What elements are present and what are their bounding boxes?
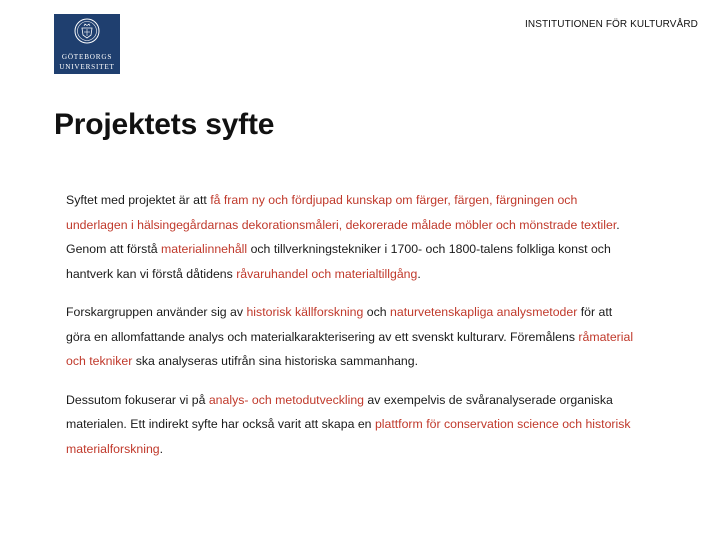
body-paragraph xyxy=(66,300,636,374)
logo-text-line1: GÖTEBORGS xyxy=(61,53,113,61)
body-text: ska analyseras utifrån sina historiska sammanhang. xyxy=(132,354,419,368)
body-text: . xyxy=(159,441,164,456)
body-text: Forskargruppen använder sig av xyxy=(66,305,247,319)
highlighted-text: naturvetenskapliga analysmetoder xyxy=(390,305,578,319)
body-paragraph xyxy=(66,188,636,286)
highlighted-text: historisk källforskning xyxy=(246,305,364,319)
highlighted-text: råvaruhandel och materialtillgång xyxy=(236,266,418,281)
body-text: Dessutom fokuserar vi på xyxy=(66,392,209,407)
body-text: och xyxy=(363,305,391,319)
highlighted-text: råmaterial och tekniker xyxy=(66,329,634,368)
body-text: för att göra en allomfattande analys och materialkarakterisering av ett svenskt kulturarv. Föremålens xyxy=(66,305,613,344)
slide-title: Projektets syfte xyxy=(54,108,275,141)
body-text: av exempelvis de svåranalyserade organiska materialen. Ett indirekt syfte har också varit att skapa en xyxy=(66,392,613,431)
university-logo xyxy=(54,14,120,74)
highlighted-text: få fram ny och fördjupad kunskap om färger, färgen, färgningen och underlagen i hälsingegårdarnas dekorationsmåleri, dekorerade målade möbler och mönstrade textiler xyxy=(66,193,617,232)
department-name: INSTITUTIONEN FÖR KULTURVÅRD xyxy=(525,19,698,30)
highlighted-text: plattform för conservation science och historisk materialforskning xyxy=(66,417,631,456)
body-text: Syftet med projektet är att xyxy=(66,193,211,207)
body-text: . xyxy=(417,266,421,281)
body-text: och tillverkningstekniker i 1700- och 1800-talens folkliga konst och hantverk kan vi förstå dåtidens xyxy=(66,242,611,281)
logo-text-line2: UNIVERSITET xyxy=(59,63,115,71)
body-text: . Genom att förstå xyxy=(66,217,620,256)
university-seal-icon xyxy=(74,18,100,44)
highlighted-text: materialinnehåll xyxy=(161,242,248,256)
slide-body xyxy=(66,188,636,475)
highlighted-text: analys- och metodutveckling xyxy=(208,392,365,407)
body-paragraph xyxy=(66,388,636,462)
